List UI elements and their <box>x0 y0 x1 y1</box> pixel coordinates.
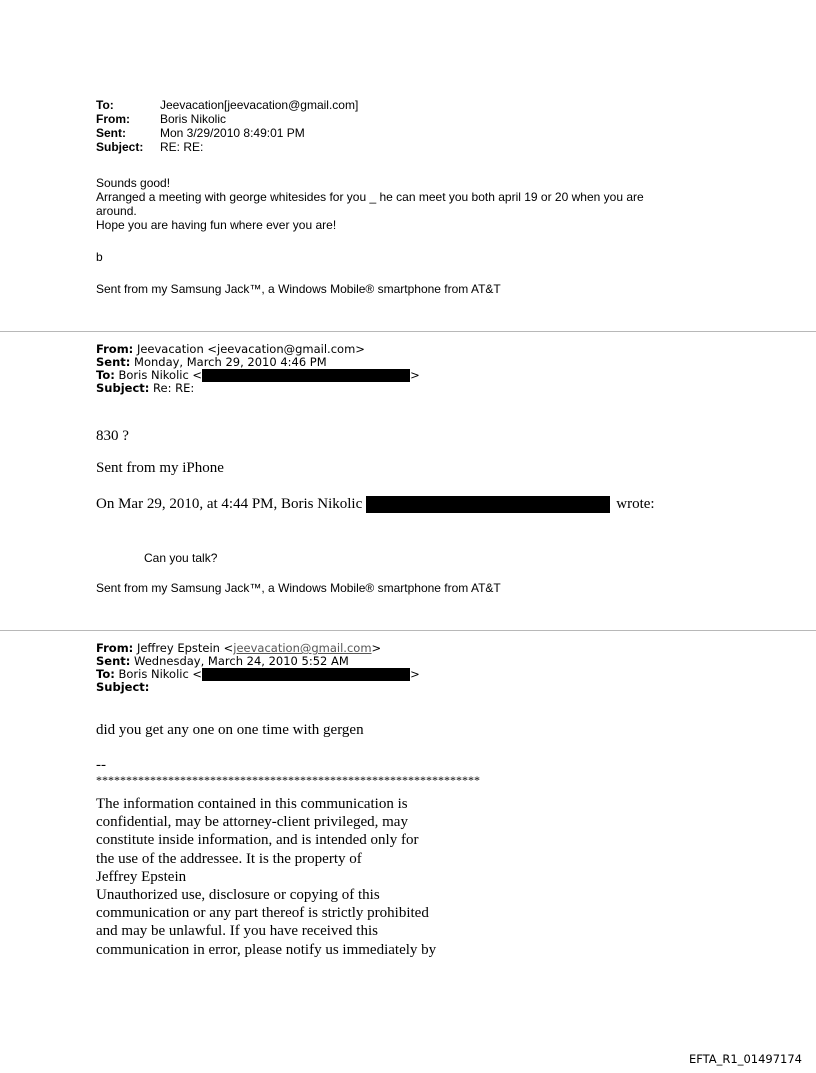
from-value: Jeevacation <jeevacation@gmail.com> <box>136 342 365 356</box>
email1-header <box>96 98 358 154</box>
disclaimer-line: Unauthorized use, disclosure or copying of this <box>96 887 380 904</box>
disclaimer-line: The information contained in this communication is <box>96 796 408 812</box>
email2-signature: Sent from my iPhone <box>96 460 224 476</box>
sent-value: Monday, March 29, 2010 4:46 PM <box>134 355 327 369</box>
email2-quoted-text: Can you talk? <box>144 551 218 565</box>
redaction-box <box>366 496 610 513</box>
email1-body <box>96 176 644 232</box>
email1-to-row <box>96 98 358 112</box>
signature-stars: **************************************************************** <box>96 773 480 787</box>
disclaimer-line: confidential, may be attorney-client privileged, may <box>96 814 408 831</box>
email3-subject-row <box>96 681 420 694</box>
disclaimer-line: and may be unlawful. If you have received this <box>96 923 378 940</box>
disclaimer-line: Jeffrey Epstein <box>96 868 187 885</box>
sent-label: Sent: <box>96 654 131 668</box>
subject-label: Subject: <box>96 140 144 154</box>
subject-label: Subject: <box>96 381 150 395</box>
quote-prefix: On Mar 29, 2010, at 4:44 PM, Boris Nikolic <box>96 496 363 512</box>
from-label: From: <box>96 112 130 126</box>
email2-header <box>96 343 420 395</box>
redaction-box <box>202 668 410 681</box>
body-line: Hope you are having fun where ever you are! <box>96 218 337 232</box>
divider <box>0 331 816 332</box>
quote-suffix: wrote: <box>616 496 655 512</box>
email2-body-line: 830 ? <box>96 428 129 444</box>
subject-value: Re: RE: <box>153 381 195 395</box>
sent-value: Mon 3/29/2010 8:49:01 PM <box>160 126 305 140</box>
to-label: To: <box>96 368 115 382</box>
from-name: Jeffrey Epstein < <box>136 641 234 655</box>
sent-label: Sent: <box>96 355 131 369</box>
disclaimer-line: communication or any part thereof is strictly prohibited <box>96 905 429 922</box>
to-end: > <box>410 667 420 681</box>
subject-value: RE: RE: <box>160 140 204 154</box>
to-value: Boris Nikolic < <box>118 667 203 681</box>
email1-sent-row <box>96 126 358 140</box>
email-link[interactable]: jeevacation@gmail.com <box>233 641 372 655</box>
from-end: > <box>371 641 382 655</box>
body-line: around. <box>96 204 137 218</box>
email2-quoted-signature: Sent from my Samsung Jack™, a Windows Mobile® smartphone from AT&T <box>96 581 501 595</box>
email2-subject-row <box>96 382 420 395</box>
email3-body-line: did you get any one on one time with gergen <box>96 722 364 738</box>
redaction-box <box>202 369 410 382</box>
disclaimer <box>96 795 436 959</box>
email1-signature: Sent from my Samsung Jack™, a Windows Mobile® smartphone from AT&T <box>96 282 501 296</box>
from-label: From: <box>96 342 134 356</box>
sent-label: Sent: <box>96 126 126 140</box>
body-line: Arranged a meeting with george whitesides for you _ he can meet you both april 19 or 20 when you are <box>96 190 644 204</box>
body-line: Sounds good! <box>96 176 171 190</box>
disclaimer-line: constitute inside information, and is intended only for <box>96 832 419 849</box>
email2-quote-line <box>96 496 655 513</box>
from-value: Boris Nikolic <box>160 112 227 126</box>
email1-from-row <box>96 112 358 126</box>
signature-dashes: -- <box>96 757 106 773</box>
subject-label: Subject: <box>96 680 150 694</box>
to-label: To: <box>96 98 114 112</box>
sent-value: Wednesday, March 24, 2010 5:52 AM <box>134 654 349 668</box>
to-end: > <box>410 368 420 382</box>
to-value: Boris Nikolic < <box>118 368 203 382</box>
to-label: To: <box>96 667 115 681</box>
email1-signoff: b <box>96 250 103 264</box>
email3-header <box>96 642 420 694</box>
to-value: Jeevacation[jeevacation@gmail.com] <box>160 98 359 112</box>
disclaimer-line: communication in error, please notify us immediately by <box>96 941 437 958</box>
divider <box>0 630 816 631</box>
disclaimer-line: the use of the addressee. It is the property of <box>96 850 362 867</box>
document-id: EFTA_R1_01497174 <box>688 1052 802 1066</box>
from-label: From: <box>96 641 134 655</box>
email1-subject-row <box>96 140 358 154</box>
